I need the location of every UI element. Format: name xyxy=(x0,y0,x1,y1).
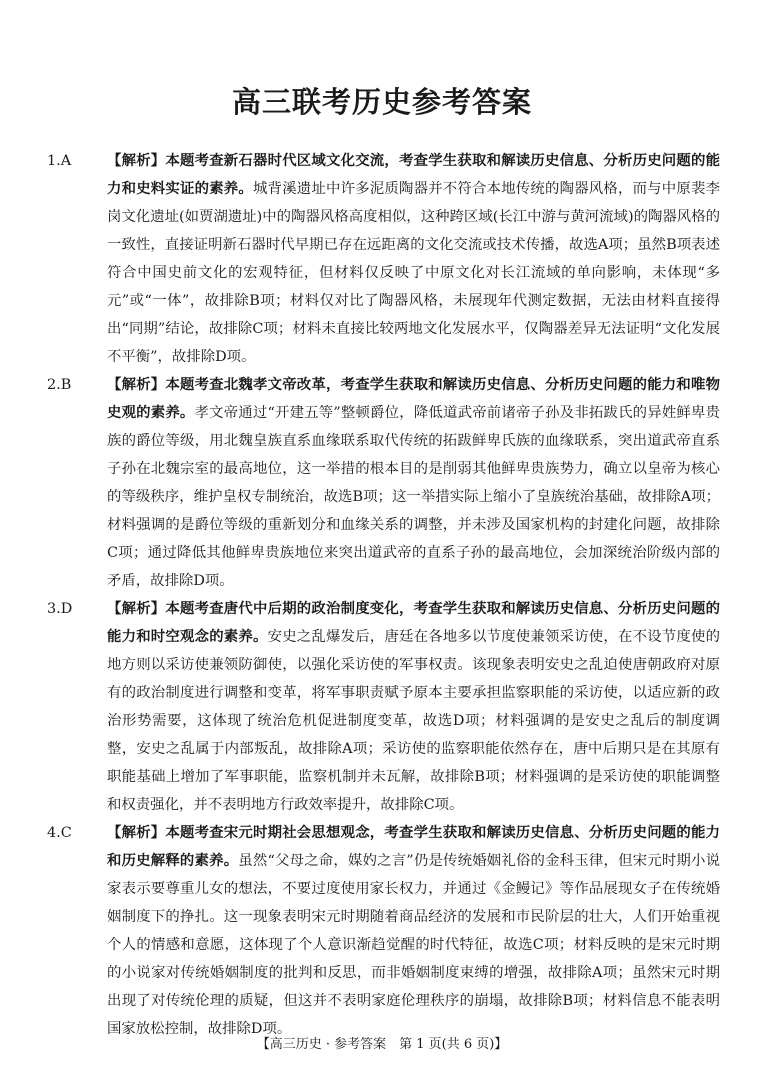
answer-number: 3.D xyxy=(47,601,73,617)
answer-body: 孝文帝通过“开建五等”整顿爵位，降低道武帝前诸帝子孙及非拓跋氏的异姓鲜卑贵族的爵位等级，用北魏皇族直系血缘联系取代传统的拓跋鲜卑氏族的血缘联系，突出道武帝直系子孙在北魏宗室的最高地位，这一举措的根本目的是削弱其他鲜卑贵族势力，确立以皇帝为核心的等级秩序，维护皇权专制统治，故选B项；这一举措实际上缩小了皇族统治基础，故排除A项；材料强调的是爵位等级的重新划分和血缘关系的调整，并未涉及国家机构的封建化问题，故排除C项；通过降低其他鲜卑贵族地位来突出道武帝的直系子孙的最高地位，会加深统治阶级内部的矛盾，故排除D项。 xyxy=(107,405,720,589)
answer-item-4 xyxy=(47,819,720,1043)
answer-number: 2.B xyxy=(47,377,72,393)
answer-body: 安史之乱爆发后，唐廷在各地多以节度使兼领采访使，在不设节度使的地方则以采访使兼领防御使，以强化采访使的军事权责。该现象表明安史之乱迫使唐朝政府对原有的政治制度进行调整和变革，将军事职责赋予原本主要承担监察职能的采访使，以适应新的政治形势需要，这体现了统治危机促进制度变革，故选D项；材料强调的是安史之乱后的制度调整，安史之乱属于内部叛乱，故排除A项；采访使的监察职能依然存在，唐中后期只是在其原有职能基础上增加了军事职能，监察机制并未瓦解，故排除B项；材料强调的是采访使的职能调整和权责强化，并不表明地方行政效率提升，故排除C项。 xyxy=(107,629,720,813)
answer-heading: 【解析】本题考查宋元时期社会思想观念，考查学生获取和解读历史信息、分析历史问题的能力和历史解释的素养。 xyxy=(107,825,720,869)
answer-heading: 【解析】本题考查北魏孝文帝改革，考查学生获取和解读历史信息、分析历史问题的能力和唯物史观的素养。 xyxy=(107,377,720,421)
answer-body: 城背溪遗址中许多泥质陶器并不符合本地传统的陶器风格，而与中原裴李岗文化遗址(如贾湖遗址)中的陶器风格高度相似，这种跨区域(长江中游与黄河流域)的陶器风格的一致性，直接证明新石器时代早期已存在远距离的文化交流或技术传播，故选A项；虽然B项表述符合中国史前文化的宏观特征，但材料仅反映了中原文化对长江流域的单向影响，未体现“多元”或“一体”，故排除B项；材料仅对比了陶器风格，未展现年代测定数据，无法由材料直接得出“同期”结论，故排除C项；材料未直接比较两地文化发展水平，仅陶器差异无法证明“文化发展不平衡”，故排除D项。 xyxy=(107,181,720,365)
answer-heading: 【解析】本题考查新石器时代区域文化交流，考查学生获取和解读历史信息、分析历史问题的能力和史料实证的素养。 xyxy=(107,153,720,197)
answer-body: 虽然“父母之命，媒妁之言”仍是传统婚姻礼俗的金科玉律，但宋元时期小说家表示要尊重儿女的想法，不要过度使用家长权力，并通过《金鳗记》等作品展现女子在传统婚姻制度下的挣扎。这一现象表明宋元时期随着商品经济的发展和市民阶层的壮大，人们开始重视个人的情感和意愿，这体现了个人意识渐趋觉醒的时代特征，故选C项；材料反映的是宋元时期的小说家对传统婚姻制度的批判和反思，而非婚姻制度束缚的增强，故排除A项；虽然宋元时期出现了对传统伦理的质疑，但这并不表明家庭伦理秩序的崩塌，故排除B项；材料信息不能表明国家放松控制，故排除D项。 xyxy=(107,853,720,1037)
page-footer: 【高三历史 · 参考答案 第 1 页(共 6 页)】 xyxy=(256,1037,508,1052)
page-title: 高三联考历史参考答案 xyxy=(231,85,532,119)
answer-item-1 xyxy=(47,147,720,371)
answer-number: 1.A xyxy=(47,153,72,169)
answer-item-2 xyxy=(47,371,720,595)
answer-number: 4.C xyxy=(47,825,72,841)
answer-heading: 【解析】本题考查唐代中后期的政治制度变化，考查学生获取和解读历史信息、分析历史问题的能力和时空观念的素养。 xyxy=(107,601,720,645)
answer-list xyxy=(47,147,720,1043)
answer-item-3 xyxy=(47,595,720,819)
